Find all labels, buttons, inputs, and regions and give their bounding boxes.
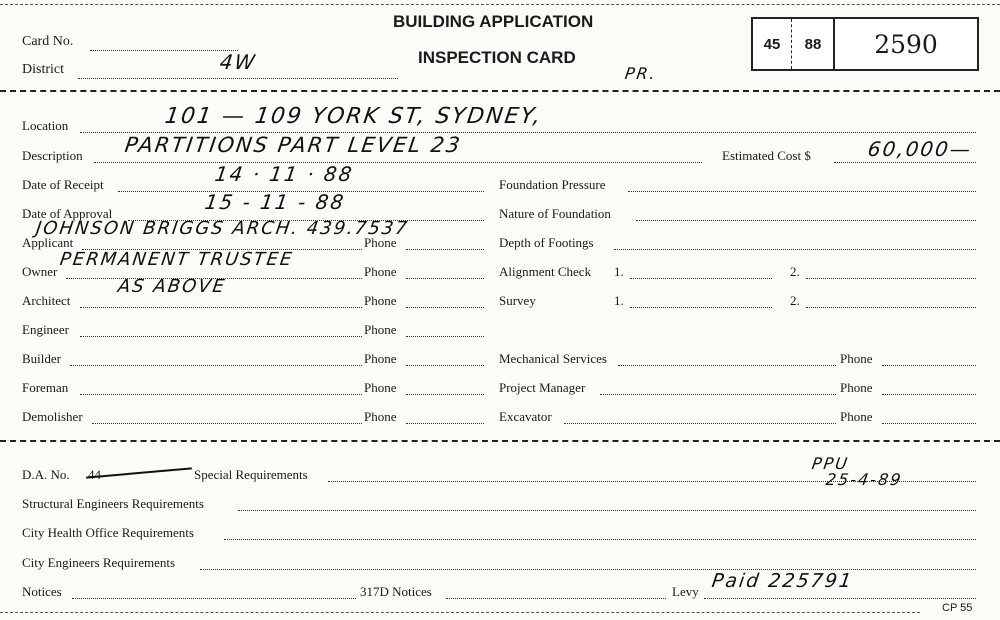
survey-1-line bbox=[630, 307, 772, 308]
form-code: CP 55 bbox=[942, 602, 973, 614]
foundation-pressure-line bbox=[628, 191, 976, 192]
foreman-label: Foreman bbox=[22, 380, 69, 395]
corner-note: PR. bbox=[623, 64, 659, 83]
alignment-check-1-label: 1. bbox=[614, 264, 624, 279]
box-prefix-left: 45 bbox=[753, 19, 792, 69]
card-number: 2590 bbox=[874, 29, 938, 59]
project-manager-phone-line bbox=[882, 394, 976, 395]
nature-of-foundation-line bbox=[636, 220, 976, 221]
middle-divider bbox=[0, 440, 1000, 442]
district-line bbox=[78, 78, 398, 79]
mechanical-services-label: Mechanical Services bbox=[499, 351, 607, 366]
engineer-phone-label: Phone bbox=[364, 322, 397, 337]
nature-of-foundation-label: Nature of Foundation bbox=[499, 206, 611, 221]
special-requirements-label: Special Requirements bbox=[194, 467, 308, 482]
foundation-pressure-label: Foundation Pressure bbox=[499, 177, 606, 192]
architect-line bbox=[80, 307, 362, 308]
date-of-approval-value: 15 - 11 - 88 bbox=[203, 190, 347, 214]
structural-requirements-line bbox=[238, 510, 976, 511]
special-note-line1: PPU bbox=[810, 454, 851, 473]
excavator-label: Excavator bbox=[499, 409, 552, 424]
mechanical-services-phone-line bbox=[882, 365, 976, 366]
description-label: Description bbox=[22, 148, 83, 163]
architect-label: Architect bbox=[22, 293, 71, 308]
foreman-line bbox=[80, 394, 362, 395]
depth-of-footings-label: Depth of Footings bbox=[499, 235, 594, 250]
builder-phone-label: Phone bbox=[364, 351, 397, 366]
demolisher-line bbox=[92, 423, 362, 424]
levy-value: Paid 225791 bbox=[710, 570, 855, 592]
survey-2-line bbox=[806, 307, 976, 308]
header-divider bbox=[0, 90, 1000, 92]
excavator-phone-line bbox=[882, 423, 976, 424]
architect-value: AS ABOVE bbox=[116, 276, 228, 297]
applicant-phone-label: Phone bbox=[364, 235, 397, 250]
builder-phone-line bbox=[406, 365, 484, 366]
top-edge bbox=[0, 4, 1000, 5]
estimated-cost-line bbox=[834, 162, 976, 163]
mechanical-services-line bbox=[618, 365, 836, 366]
description-value: PARTITIONS PART LEVEL 23 bbox=[123, 133, 464, 157]
mechanical-services-phone-label: Phone bbox=[840, 351, 873, 366]
notices-317d-line bbox=[446, 598, 666, 599]
survey-1-label: 1. bbox=[614, 293, 624, 308]
date-of-approval-label: Date of Approval bbox=[22, 206, 113, 221]
location-label: Location bbox=[22, 118, 69, 133]
owner-label: Owner bbox=[22, 264, 58, 279]
da-no-label: D.A. No. bbox=[22, 467, 70, 482]
excavator-phone-label: Phone bbox=[840, 409, 873, 424]
levy-line bbox=[704, 598, 976, 599]
builder-line bbox=[70, 365, 362, 366]
notices-label: Notices bbox=[22, 584, 62, 599]
applicant-phone-line bbox=[406, 249, 484, 250]
estimated-cost-label: Estimated Cost $ bbox=[722, 148, 811, 163]
card-no-label: Card No. bbox=[22, 34, 74, 49]
box-prefix-mid: 88 bbox=[793, 19, 835, 69]
depth-of-footings-line bbox=[614, 249, 976, 250]
notices-line bbox=[72, 598, 356, 599]
card-title-line1: BUILDING APPLICATION bbox=[393, 12, 594, 31]
architect-phone-line bbox=[406, 307, 484, 308]
district-label: District bbox=[22, 62, 64, 77]
project-manager-phone-label: Phone bbox=[840, 380, 873, 395]
project-manager-label: Project Manager bbox=[499, 380, 586, 395]
da-no-strike bbox=[86, 467, 192, 478]
special-note-line2: 25-4-89 bbox=[824, 470, 904, 489]
notices-317d-label: 317D Notices bbox=[360, 584, 432, 599]
structural-requirements-label: Structural Engineers Requirements bbox=[22, 496, 204, 511]
card-no-line bbox=[90, 50, 238, 51]
da-no-value: 44 bbox=[88, 467, 101, 482]
owner-phone-line bbox=[406, 278, 484, 279]
date-of-receipt-value: 14 · 11 · 88 bbox=[213, 162, 356, 186]
city-engineers-label: City Engineers Requirements bbox=[22, 555, 176, 570]
alignment-check-2-line bbox=[806, 278, 976, 279]
engineer-label: Engineer bbox=[22, 322, 69, 337]
demolisher-label: Demolisher bbox=[22, 409, 83, 424]
applicant-value: JOHNSON BRIGGS ARCH. 439.7537 bbox=[34, 218, 411, 239]
health-requirements-label: City Health Office Requirements bbox=[22, 525, 194, 540]
bottom-edge bbox=[0, 612, 920, 613]
survey-2-label: 2. bbox=[790, 293, 800, 308]
engineer-line bbox=[80, 336, 362, 337]
city-engineers-line bbox=[200, 569, 976, 570]
estimated-cost-value: 60,000— bbox=[866, 137, 974, 161]
survey-label: Survey bbox=[499, 293, 536, 308]
card-title-line2: INSPECTION CARD bbox=[418, 48, 576, 67]
applicant-label: Applicant bbox=[22, 235, 74, 250]
alignment-check-2-label: 2. bbox=[790, 264, 800, 279]
description-line bbox=[94, 162, 702, 163]
alignment-check-1-line bbox=[630, 278, 772, 279]
alignment-check-label: Alignment Check bbox=[499, 264, 592, 279]
card-number-box bbox=[751, 17, 979, 71]
foreman-phone-label: Phone bbox=[364, 380, 397, 395]
foreman-phone-line bbox=[406, 394, 484, 395]
excavator-line bbox=[564, 423, 836, 424]
owner-phone-label: Phone bbox=[364, 264, 397, 279]
owner-value: PERMANENT TRUSTEE bbox=[58, 249, 295, 270]
levy-label: Levy bbox=[672, 584, 699, 599]
date-of-receipt-label: Date of Receipt bbox=[22, 177, 104, 192]
demolisher-phone-label: Phone bbox=[364, 409, 397, 424]
project-manager-line bbox=[600, 394, 836, 395]
location-value: 101 — 109 YORK ST, SYDNEY, bbox=[163, 104, 544, 129]
architect-phone-label: Phone bbox=[364, 293, 397, 308]
builder-label: Builder bbox=[22, 351, 61, 366]
district-value: 4W bbox=[218, 50, 259, 74]
engineer-phone-line bbox=[406, 336, 484, 337]
demolisher-phone-line bbox=[406, 423, 484, 424]
health-requirements-line bbox=[224, 539, 976, 540]
